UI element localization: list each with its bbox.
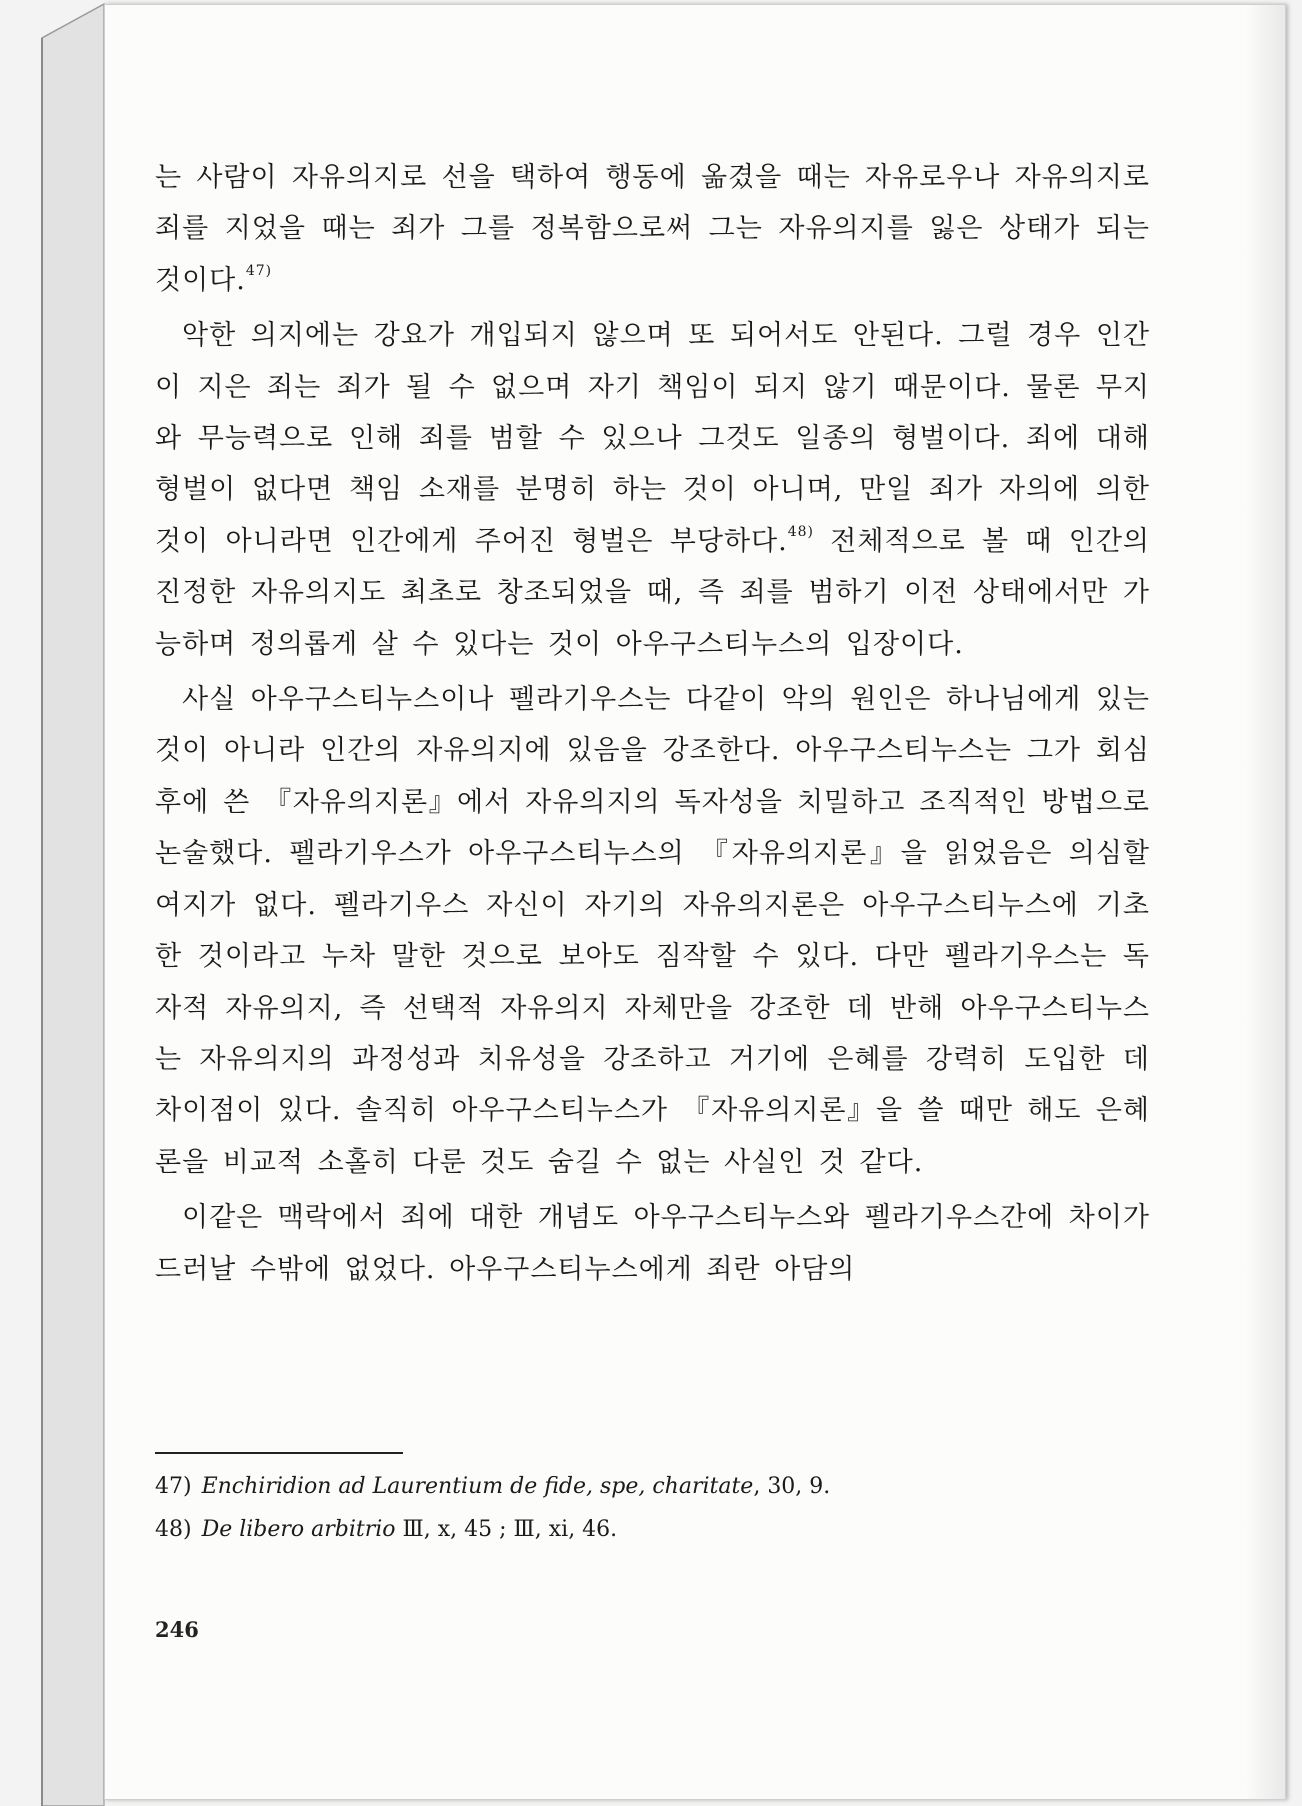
body-text bbox=[155, 152, 1150, 1295]
footnote-title: De libero arbitrio bbox=[201, 1517, 396, 1542]
footnote-47 bbox=[155, 1465, 1055, 1508]
footnote-number: 47) bbox=[155, 1474, 192, 1499]
paragraph-4 bbox=[155, 1192, 1150, 1295]
paragraph-1 bbox=[155, 152, 1150, 306]
paragraph-2-text-after: 전체적으로 볼 때 인간의 진정한 자유의지도 최초로 창조되었을 때, 즉 죄를 범하기 이전 상태에서만 가능하며 정의롭게 살 수 있다는 것이 아우구스티누스의 입장이다. bbox=[155, 525, 1150, 660]
footnote-divider bbox=[155, 1452, 403, 1454]
footnote-title: Enchiridion ad Laurentium de fide, spe, charitate bbox=[201, 1474, 754, 1499]
paragraph-2-text-before: 악한 의지에는 강요가 개입되지 않으며 또 되어서도 안된다. 그럴 경우 인간이 지은 죄는 죄가 될 수 없으며 자기 책임이 되지 않기 때문이다. 물론 무지와 무능력으로 인해 죄를 범할 수 있으나 그것도 일종의 형벌이다. 죄에 대해 형벌이 없다면 책임 소재를 분명히 하는 것이 아니며, 만일 죄가 자의에 의한 것이 아니라면 인간에게 주어진 형벌은 부당하다. bbox=[155, 320, 1150, 557]
footnote-ref-48[interactable]: 48) bbox=[787, 523, 814, 540]
footnote-number: 48) bbox=[155, 1517, 192, 1542]
paragraph-4-text: 이같은 맥락에서 죄에 대한 개념도 아우구스티누스와 펠라기우스간에 차이가 드러날 수밖에 없었다. 아우구스티누스에게 죄란 아담의 bbox=[155, 1202, 1150, 1285]
paragraph-3 bbox=[155, 674, 1150, 1188]
footnote-citation: Ⅲ, x, 45 ; Ⅲ, xi, 46. bbox=[395, 1517, 618, 1542]
footnote-48 bbox=[155, 1508, 1055, 1551]
paragraph-3-text: 사실 아우구스티누스이나 펠라기우스는 다같이 악의 원인은 하나님에게 있는 것이 아니라 인간의 자유의지에 있음을 강조한다. 아우구스티누스는 그가 회심 후에 쓴 『자유의지론』에서 자유의지의 독자성을 치밀하고 조직적인 방법으로 논술했다. 펠라기우스가 아우구스티누스의 『자유의지론』을 읽었음은 의심할 여지가 없다. 펠라기우스 자신이 자기의 자유의지론은 아우구스티누스에 기초한 것이라고 누차 말한 것으로 보아도 짐작할 수 있다. 다만 펠라기우스는 독자적 자유의지, 즉 선택적 자유의지 자체만을 강조한 데 반해 아우구스티누스는 자유의지의 과정성과 치유성을 강조하고 거기에 은혜를 강력히 도입한 데 차이점이 있다. 솔직히 아우구스티누스가 『자유의지론』을 쓸 때만 해도 은혜론을 비교적 소홀히 다룬 것도 숨길 수 없는 사실인 것 같다. bbox=[155, 684, 1150, 1178]
footnote-ref-47[interactable]: 47) bbox=[245, 262, 273, 279]
paragraph-2 bbox=[155, 310, 1150, 670]
footnote-citation: , 30, 9. bbox=[753, 1474, 831, 1499]
footnotes bbox=[155, 1465, 1055, 1551]
paragraph-1-text: 는 사람이 자유의지로 선을 택하여 행동에 옮겼을 때는 자유로우나 자유의지로 죄를 지었을 때는 죄가 그를 정복함으로써 그는 자유의지를 잃은 상태가 되는 것이다. bbox=[155, 162, 1150, 296]
page-edge-shadow bbox=[1245, 5, 1285, 1799]
page-number: 246 bbox=[155, 1617, 199, 1642]
